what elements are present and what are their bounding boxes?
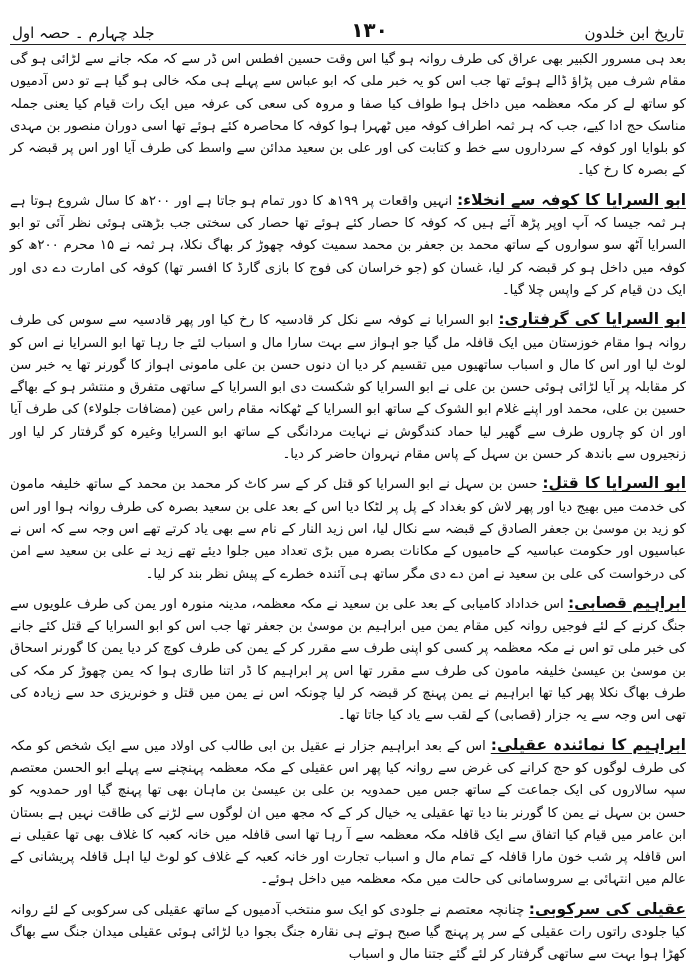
section-heading: ابو السرایا کا کوفہ سے انخلاء: <box>456 190 687 209</box>
paragraph-text: چنانچہ معتصم نے جلودی کو ایک سو منتخب آدمیوں کے ساتھ عقیلی کی سرکوبی کے لئے روانہ کیا جلودی راتوں رات عقیلی کے سر پر پہنچ گیا صبح ہوتے ہی نقارہ جنگ بجوا دیا لڑائی ہوئی عقیلی میدان جنگ سے بھاگ کھڑا ہوا بہت سے ساتھی گرفتار کر لئے گئے جتنا مال و اسباب <box>10 902 686 963</box>
running-header <box>10 8 686 45</box>
paragraph <box>10 472 686 585</box>
section-heading: ابو السرایا کی گرفتاری: <box>498 310 686 329</box>
section-heading: ابراہیم قصابی: <box>567 593 687 612</box>
paragraph-text: اس خداداد کامیابی کے بعد علی بن سعید نے مکہ معظمہ، مدینہ منورہ اور یمن کی طرف علویوں سے جنگ کرنے کے لئے فوجیں روانہ کیں مقام یمن میں ابراہیم بن موسیٰ بن جعفر تھا جب اس کو ابو السرایا کے قتل کئے جانے کی خبر ملی تو اس نے مکہ معظمہ پر کسی کو اپنی طرف سے مقرر کر کے یمن کی طرف کوچ کر دیا یمن کا گورنر اسحاق بن موسیٰ بن عیسیٰ خلیفہ مامون کی طرف سے مقرر تھا اس پر ابراہیم کا ڈر اتنا طاری ہوا کہ یمن چھوڑ کر مکہ کی طرف بھاگ نکلا پھر کیا تھا ابراہیم نے یمن پہنچ کر قبضہ کر لیا چونکہ اس نے یمن میں قتل و خونریزی حد سے زیادہ کی تھی اس وجہ سے یہ جزار (قصابی) کے لقب سے یاد کیا جاتا تھا۔ <box>10 596 686 724</box>
paragraph-text: انہیں واقعات پر ۱۹۹ھ کا دور تمام ہو جاتا ہے اور ۲۰۰ھ کا سال شروع ہوتا ہے ہر ثمہ جیسا کہ آپ اوپر پڑھ آئے ہیں کہ کوفہ کا حصار کئے ہوئے تھا حصار کی سختی جب بڑھتی ہوئی نظر آئی تو ابو السرایا آٹھ سو سواروں کے ساتھ محمد بن جعفر بن محمد سمیت کوفہ چھوڑ کر بھاگ نکلا، ہر ثمہ نے ۱۵ محرم ۲۰۰ھ کو کوفہ میں داخل ہو کر قبضہ کر لیا، غسان کو (جو خراسان کی فوج کا بازی گارڈ کا افسر تھا) کوفہ کی امارت دے دی اور ایک دن قیام کر کے واپس چلا گیا۔ <box>10 193 686 298</box>
paragraph <box>10 734 686 892</box>
paragraph <box>10 898 686 967</box>
paragraph-text: بعد ہی مسرور الکبیر بھی عراق کی طرف روانہ ہو گیا اس وقت حسین افطس اس ڈر سے کہ مکہ جانے سے لڑائی ہو گی مقام شرف میں پڑاؤ ڈالے ہوئے تھا جب اس کو یہ خبر ملی کہ ابو عباس سے پہلے ہی مکہ خالی ہو گیا ہے تو دس آدمیوں کو ساتھ لے کر مکہ معظمہ میں داخل ہوا طواف کیا صفا و مروہ کی سعی کی عرفہ میں ایک رات قیام کیا یعنی جملہ مناسک حج ادا کیے، جب کہ ہر ثمہ اطراف کوفہ میں ٹھہرا ہوا کوفہ کا محاصرہ کئے ہوئے تھا اسی دوران منصور بن مہدی کو بلوایا اور کوفہ کے سرداروں سے خط و کتابت کی اور علی بن سعید مدائن سے واسط کی طرف آیا اور اس پر قبضہ کر کے بصرہ کا رخ کیا۔ <box>10 52 686 179</box>
paragraph-text: اس کے بعد ابراہیم جزار نے عقیل بن ابی طالب کی اولاد میں سے ایک شخص کو مکہ کی طرف لوگوں کو حج کرانے کی غرض سے روانہ کیا پھر اس عقیلی کے مکہ معظمہ پہنچنے سے پہلے ابو الحسن معتصم سپہ سالاروں کی ایک جماعت کے ساتھ جس میں حمدویہ بن علی بن عیسیٰ بن ماہان بھی تھا پہنچ گیا اور حمدویہ کو حسن بن سہل نے یمن کا گورنر بنا دیا تھا عقیلی یہ خیال کر کے کہ مجھ میں ان لوگوں سے لڑنے کی طاقت نہیں ہے بستان ابن عامر میں قیام کیا اتفاق سے ایک قافلہ مکہ معظمہ سے آ رہا تھا اسی قافلہ میں خانہ کعبہ کا غلاف بھی تھا عقیلی نے اس قافلہ پر شب خون مارا قافلہ کے تمام مال و اسباب تجارت اور خانہ کعبہ کے غلاف کو لوٹ لیا اہل قافلہ پریشانی کے عالم میں انتہائی بے سروسامانی کی حالت میں مکہ معظمہ میں داخل ہوئے۔ <box>10 738 686 888</box>
paragraph <box>10 592 686 728</box>
paragraph-text: حسن بن سہل نے ابو السرایا کو قتل کر کے سر کاٹ کر محمد بن محمد کے ساتھ خلیفہ مامون کی خدمت میں بھیج دیا اور پھر لاش کو بغداد کے پل پر لٹکا دیا اس کے بعد علی بن سعید بصرہ کی طرف روانہ ہوا اور اس کو زید بن موسیٰ بن جعفر الصادق کے قبضہ سے نکال لیا، اس زید النار کے نام سے بھی یاد کرتے تھے اس وجہ سے کہ اس نے عباسیوں اور حکومت عباسیہ کے حامیوں کے مکانات بصرہ میں بڑی تعداد میں جلوا دیئے تھے زید نے علی بن سعید سے امن کی درخواست کی علی بن سعید نے امن دے دی مگر ساتھ ہی آئندہ خطرے کے پیش نظر بند کر لیا۔ <box>10 477 686 582</box>
section-heading: ابراہیم کا نمائندہ عقیلی: <box>490 735 686 754</box>
paragraph <box>10 308 686 466</box>
paragraph <box>10 49 686 183</box>
volume-label: جلد چہارم ۔ حصہ اول <box>12 24 155 42</box>
page-number: ۱۳۰ <box>351 18 388 42</box>
paragraph <box>10 189 686 302</box>
section-heading: ابو السرایا کا قتل: <box>542 474 687 493</box>
section-heading: عقیلی کی سرکوبی: <box>528 899 687 918</box>
paragraph-text: ابو السرایا نے کوفہ سے نکل کر قادسیہ کا رخ کیا اور پھر قادسیہ سے سوس کی طرف روانہ ہوا مقام خوزستان میں ایک قافلہ مل گیا جو اہواز سے بہت سارا مال و اسباب لئے جا رہا تھا ابو السرایا نے اس کو لوٹ لیا اور اس کا مال و اسباب ساتھیوں میں تقسیم کر دیا ان دنوں حسن بن علی مامونی اہواز کا گورنر تھا یہ خبر سن کر مقابلہ پر آیا لڑائی ہوئی حسن بن علی نے ابو السرایا کو شکست دی ابو السرایا کے ساتھی متفرق و منتشر ہو کے بھاگے حسین بن علی، محمد اور اپنے غلام ابو الشوک کے ساتھ ابو السرایا کے ٹھکانہ مقام راس عین (مضافات جلولاء) کی طرف آیا اور ان کو چاروں طرف سے گھیر لیا حماد کندگوش نے نہایت مردانگی کے ساتھ ابو السرایا وغیرہ کو گرفتار کر لیا اور زنجیروں سے باندھ کر حسن بن سہل کے پاس مقام نہروان حاضر کر دیا۔ <box>10 313 686 463</box>
book-title: تاریخ ابن خلدون <box>584 24 684 42</box>
page-body <box>10 45 686 967</box>
